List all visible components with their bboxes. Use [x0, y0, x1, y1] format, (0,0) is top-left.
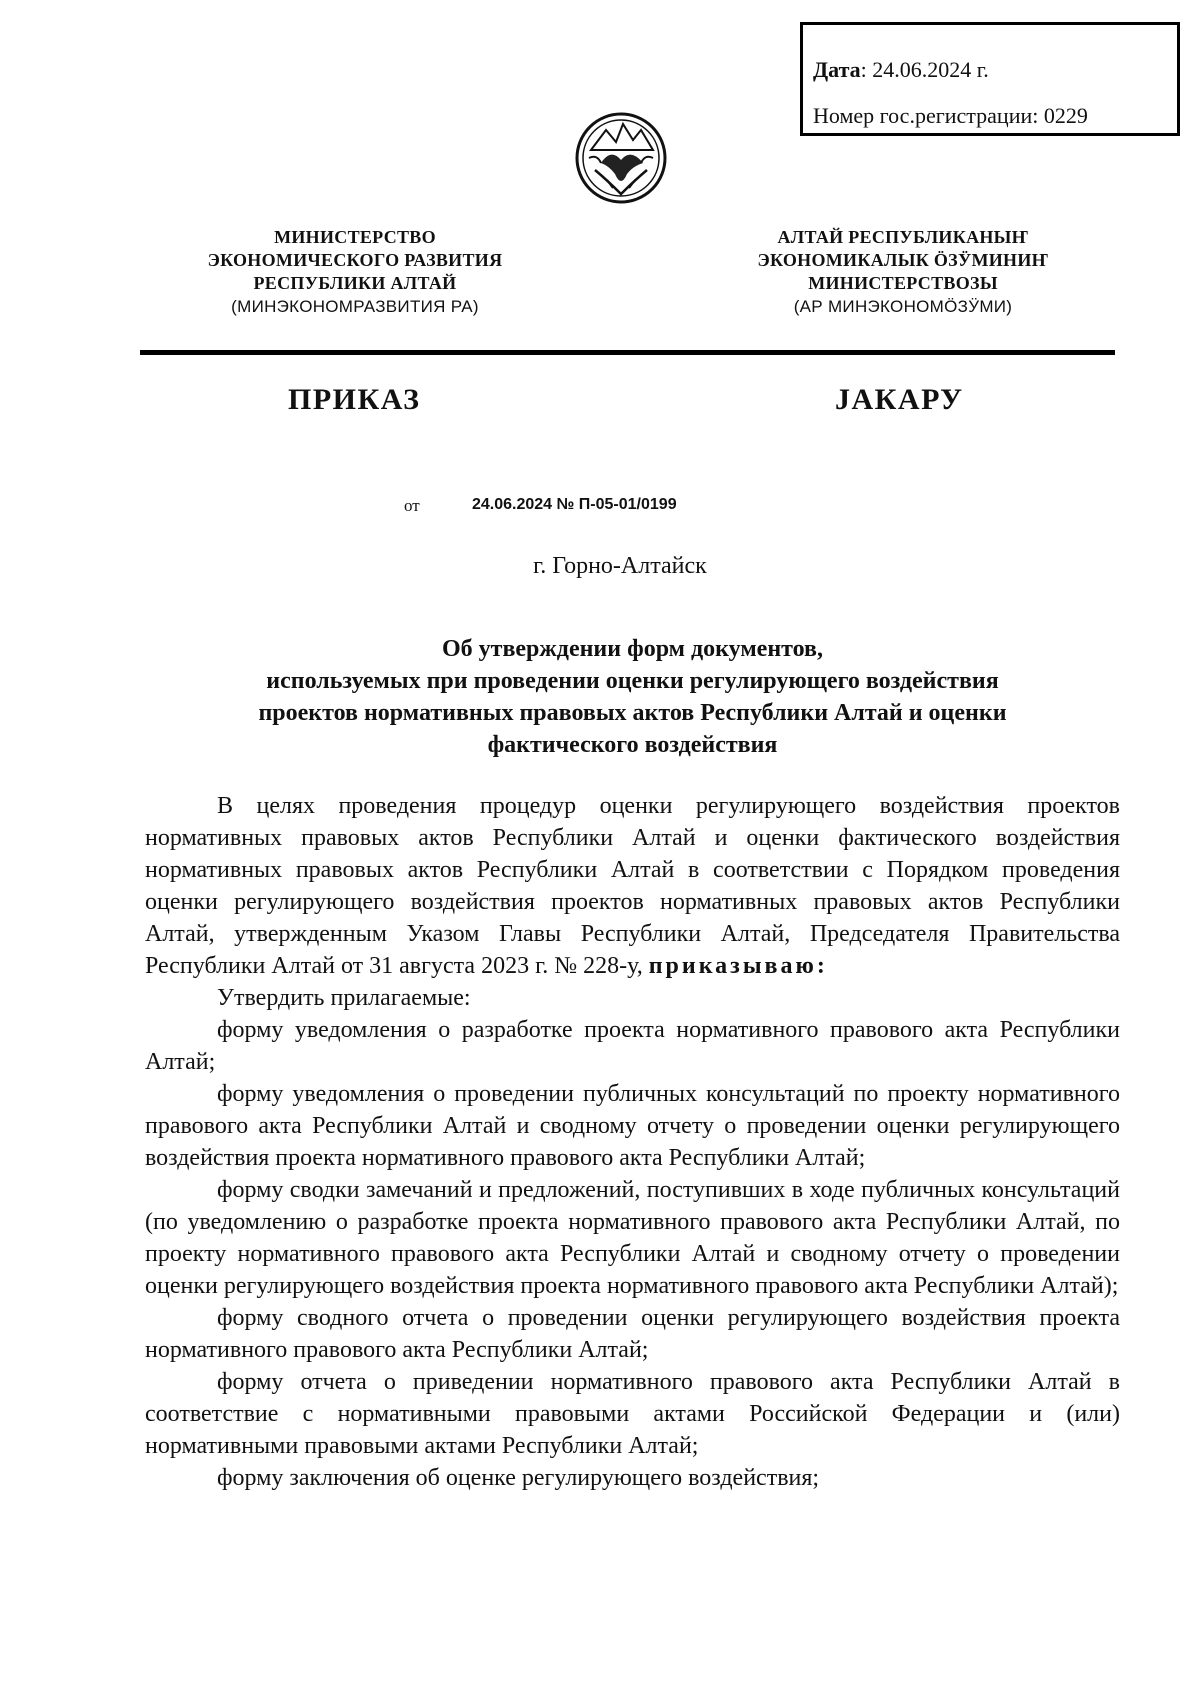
order-title-russian: ПРИКАЗ	[288, 383, 421, 416]
registration-date-label: Дата	[813, 57, 861, 82]
registration-date-value: : 24.06.2024 г.	[860, 57, 989, 82]
document-title-line-2: используемых при проведении оценки регулирующего воздействия	[266, 668, 999, 694]
coat-of-arms-emblem-icon	[571, 108, 671, 208]
registration-number-label: Номер гос.регистрации	[813, 103, 1033, 128]
ministry-ru-line-1: МИНИСТЕРСТВО	[274, 227, 436, 247]
ministry-name-russian	[145, 226, 565, 318]
list-item: форму отчета о приведении нормативного правового акта Республики Алтай в соответствие с нормативными правовыми актами Российской Федерации и (или) нормативными правовыми актами Республики Алтай;	[145, 1369, 1120, 1459]
ministry-ru-short-name: (МИНЭКОНОМРАЗВИТИЯ РА)	[231, 297, 479, 316]
ministry-alt-short-name: (АР МИНЭКОНОМӦЗӰМИ)	[793, 297, 1013, 316]
document-title-line-4: фактического воздействия	[487, 732, 778, 758]
list-item: форму заключения об оценке регулирующего воздействия;	[217, 1465, 820, 1491]
registration-stamp	[800, 22, 1180, 136]
order-title-altai: JАКАРУ	[835, 383, 964, 416]
ministry-ru-line-3: РЕСПУБЛИКИ АЛТАЙ	[253, 273, 457, 293]
registration-number	[813, 93, 1177, 139]
ministry-alt-line-3: МИНИСТЕРСТВОЗЫ	[808, 273, 998, 293]
order-from-label: от	[404, 496, 420, 515]
ministry-alt-line-2: ЭКОНОМИКАЛЫК ӦЗӰМИНИҤ	[757, 250, 1049, 270]
intro-text: В целях проведения процедур оценки регулирующего воздействия проектов нормативных правовых актов Республики Алтай и оценки фактического воздействия нормативных правовых актов Республики Алтай в соответствии с Порядком проведения оценки регулирующего воздействия проектов нормативных правовых актов Республики Алтай, утвержденным Указом Главы Республики Алтай, Председателя Правительства Республики Алтай от 31 августа 2023 г. № 228-у,	[145, 793, 1120, 979]
order-city: г. Горно-Алтайск	[533, 553, 707, 579]
registration-date	[813, 47, 1177, 93]
list-item: форму сводного отчета о проведении оценки регулирующего воздействия проекта нормативного правового акта Республики Алтай;	[145, 1305, 1120, 1363]
intro-paragraph	[145, 790, 1120, 982]
ministry-ru-line-2: ЭКОНОМИЧЕСКОГО РАЗВИТИЯ	[207, 250, 503, 270]
ministry-name-altai	[693, 226, 1113, 318]
ministry-alt-line-1: АЛТАЙ РЕСПУБЛИКАНЫҤ	[777, 227, 1029, 247]
list-item: форму сводки замечаний и предложений, поступивших в ходе публичных консультаций (по уведомлению о разработке проекта нормативного правового акта Республики Алтай, по проекту нормативного правового акта Республики Алтай и сводному отчету о проведении оценки регулирующего воздействия проекта нормативного правового акта Республики Алтай);	[145, 1177, 1120, 1299]
list-item: форму уведомления о проведении публичных консультаций по проекту нормативного правового акта Республики Алтай и сводному отчету о проведении оценки регулирующего воздействия проекта нормативного правового акта Республики Алтай;	[145, 1081, 1120, 1171]
document-body	[145, 790, 1120, 1494]
document-title	[145, 633, 1120, 761]
document-title-line-3: проектов нормативных правовых актов Республики Алтай и оценки	[258, 700, 1007, 726]
approve-paragraph: Утвердить прилагаемые:	[217, 985, 471, 1011]
order-date-line	[404, 496, 677, 516]
header-divider	[140, 350, 1115, 355]
list-item: форму уведомления о разработке проекта нормативного правового акта Республики Алтай;	[145, 1017, 1120, 1075]
document-title-line-1: Об утверждении форм документов,	[441, 636, 823, 662]
order-number: 24.06.2024 № П-05-01/0199	[472, 496, 677, 513]
order-word: приказываю:	[648, 953, 828, 979]
registration-number-value: : 0229	[1032, 103, 1088, 128]
